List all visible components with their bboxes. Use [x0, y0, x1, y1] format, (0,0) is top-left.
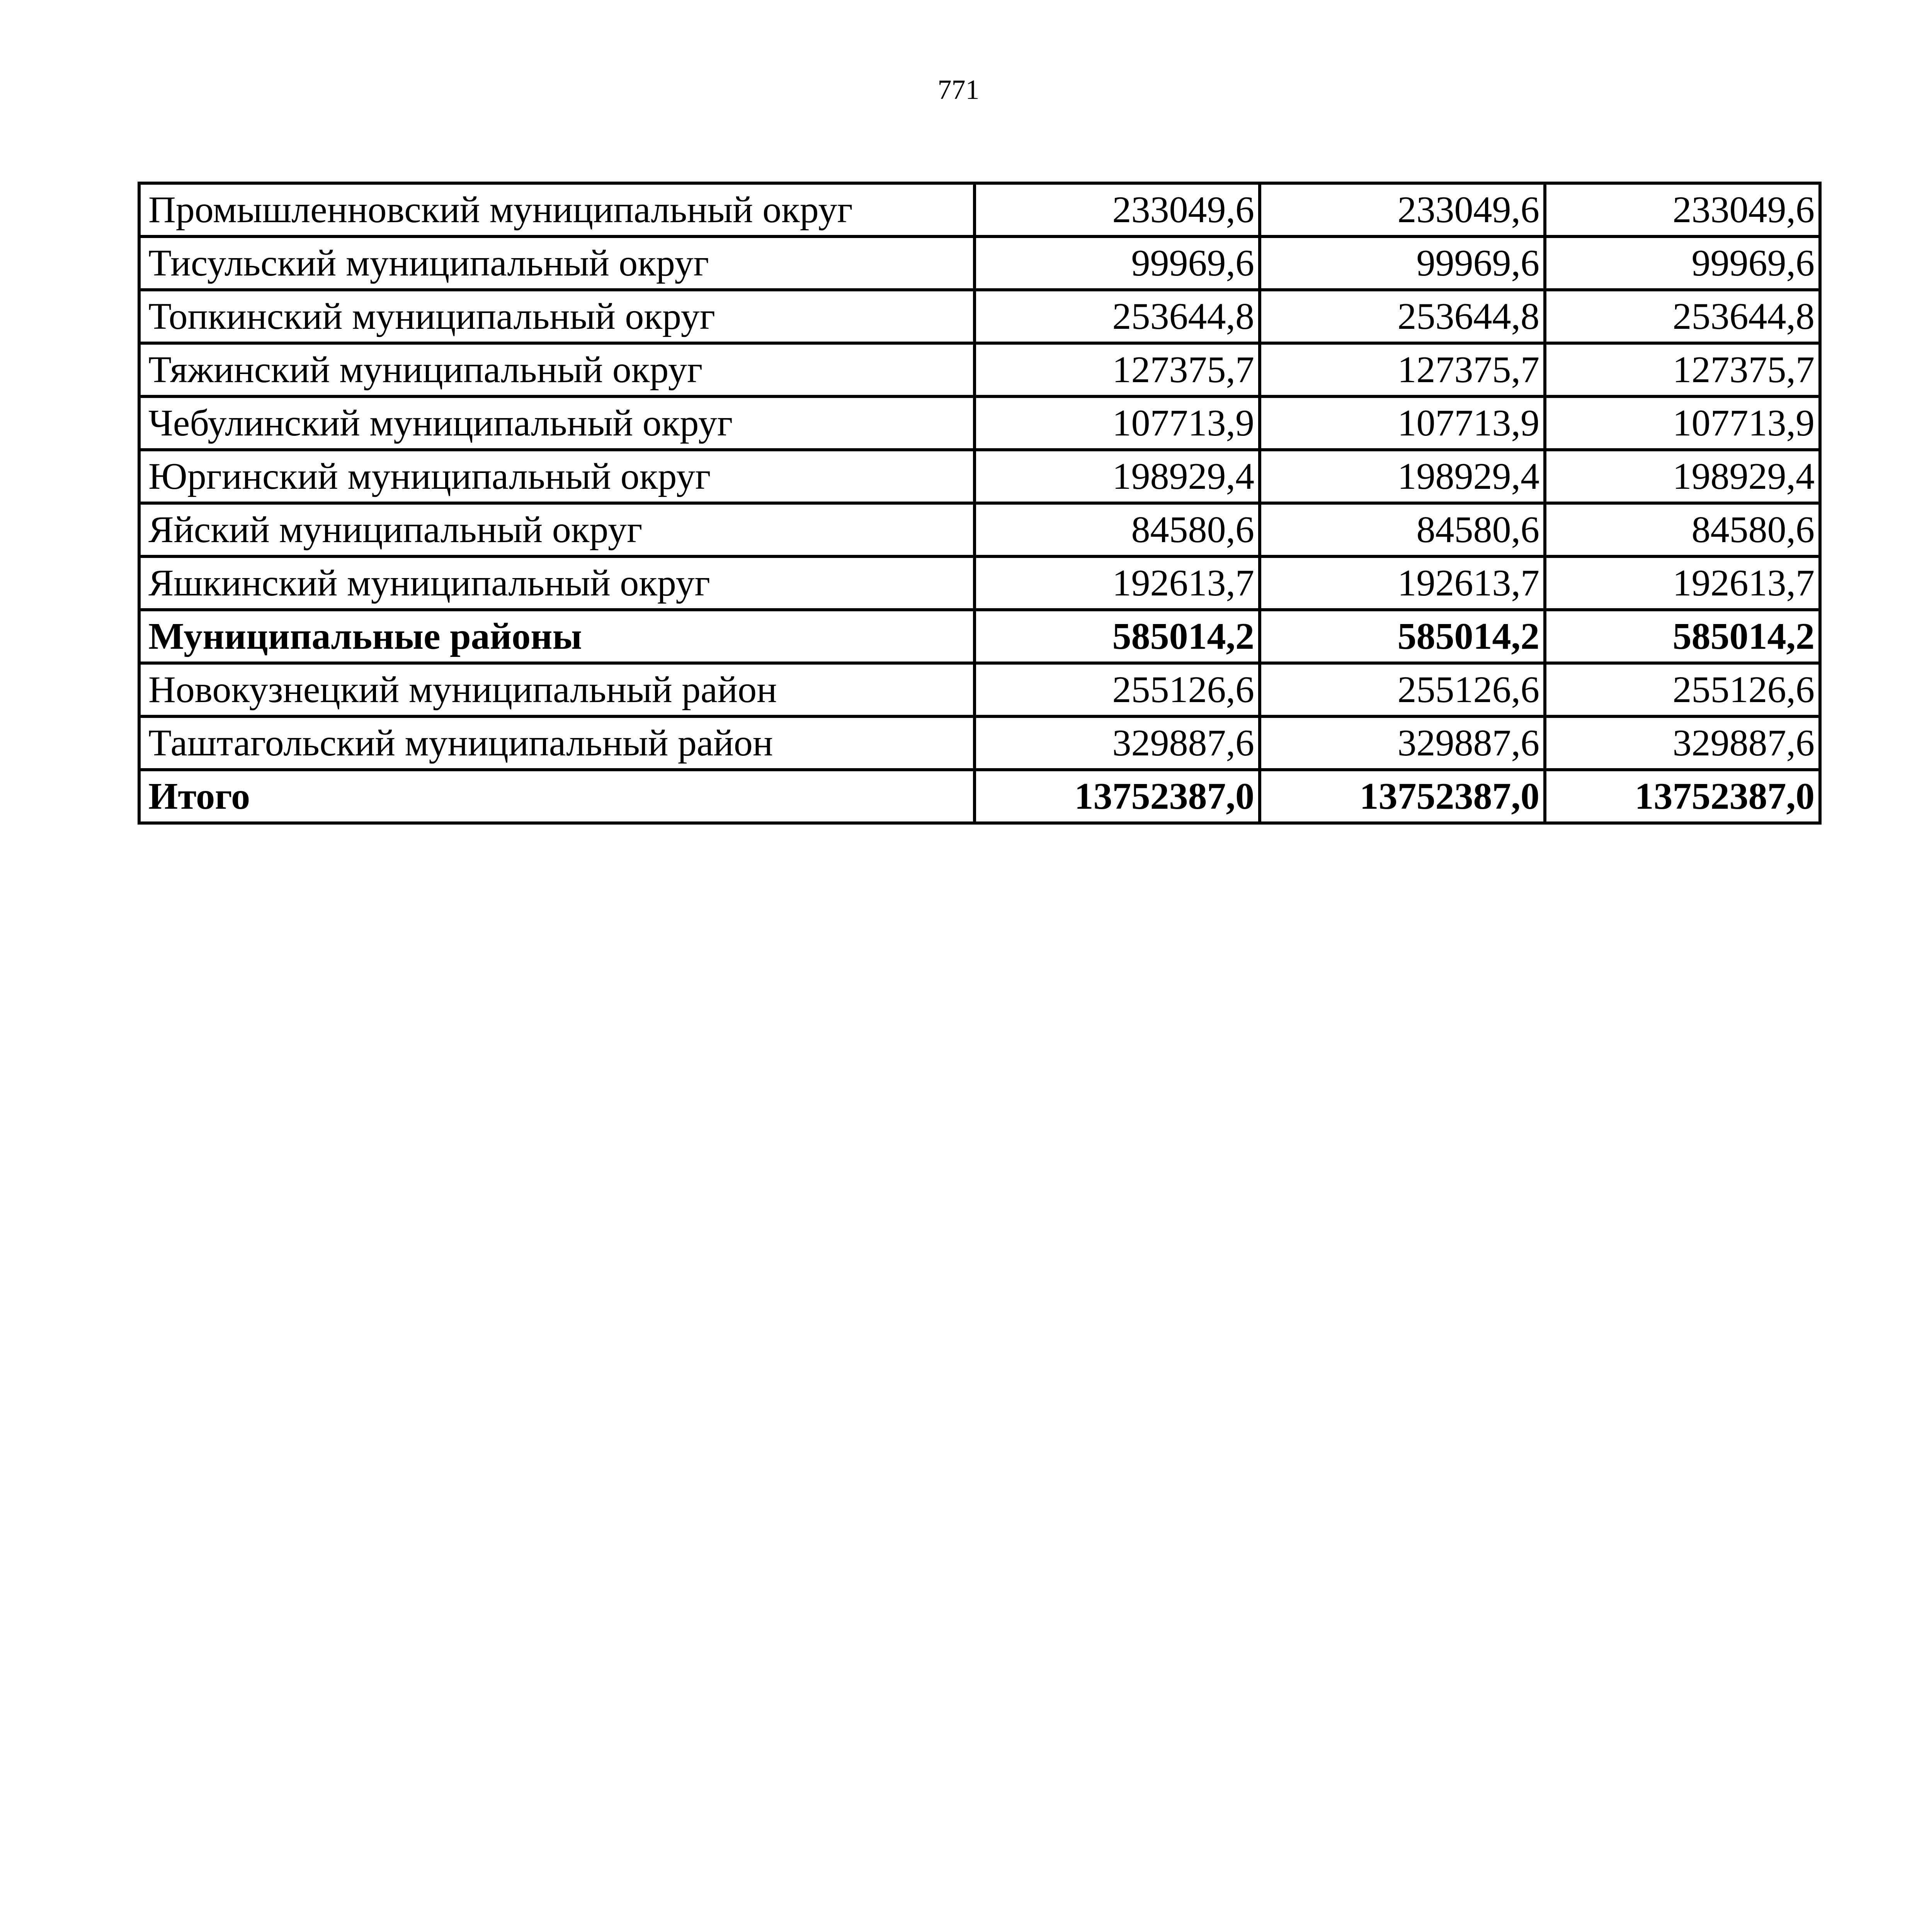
- table-row: [139, 450, 1820, 503]
- value-cell-1: 84580,6: [975, 503, 1260, 556]
- municipality-name-cell: Тисульский муниципальный округ: [139, 236, 975, 290]
- municipality-name-cell: Яшкинский муниципальный округ: [139, 556, 975, 610]
- value-cell-3: 107713,9: [1545, 396, 1820, 450]
- value-cell-3: 585014,2: [1545, 610, 1820, 663]
- value-cell-1: 13752387,0: [975, 770, 1260, 823]
- municipality-name-cell: Таштагольский муниципальный район: [139, 716, 975, 770]
- value-cell-1: 99969,6: [975, 236, 1260, 290]
- value-cell-2: 99969,6: [1260, 236, 1545, 290]
- municipality-name-cell: Новокузнецкий муниципальный район: [139, 663, 975, 716]
- table-row: [139, 236, 1820, 290]
- municipality-name-cell: Топкинский муниципальный округ: [139, 290, 975, 343]
- value-cell-3: 127375,7: [1545, 343, 1820, 396]
- value-cell-1: 253644,8: [975, 290, 1260, 343]
- table-row: [139, 716, 1820, 770]
- value-cell-2: 192613,7: [1260, 556, 1545, 610]
- value-cell-1: 255126,6: [975, 663, 1260, 716]
- value-cell-1: 585014,2: [975, 610, 1260, 663]
- municipality-name-cell: Муниципальные районы: [139, 610, 975, 663]
- value-cell-2: 233049,6: [1260, 183, 1545, 236]
- value-cell-3: 13752387,0: [1545, 770, 1820, 823]
- table-row: [139, 663, 1820, 716]
- value-cell-1: 127375,7: [975, 343, 1260, 396]
- municipality-name-cell: Яйский муниципальный округ: [139, 503, 975, 556]
- table-row: [139, 503, 1820, 556]
- value-cell-3: 233049,6: [1545, 183, 1820, 236]
- value-cell-3: 198929,4: [1545, 450, 1820, 503]
- table-row-subtotal: [139, 770, 1820, 823]
- value-cell-2: 127375,7: [1260, 343, 1545, 396]
- value-cell-2: 84580,6: [1260, 503, 1545, 556]
- value-cell-3: 329887,6: [1545, 716, 1820, 770]
- value-cell-1: 329887,6: [975, 716, 1260, 770]
- municipality-name-cell: Промышленновский муниципальный округ: [139, 183, 975, 236]
- value-cell-1: 107713,9: [975, 396, 1260, 450]
- budget-table: [138, 182, 1822, 825]
- value-cell-1: 233049,6: [975, 183, 1260, 236]
- table-row: [139, 556, 1820, 610]
- value-cell-2: 107713,9: [1260, 396, 1545, 450]
- value-cell-1: 192613,7: [975, 556, 1260, 610]
- value-cell-2: 255126,6: [1260, 663, 1545, 716]
- table-row: [139, 396, 1820, 450]
- table-row-subtotal: [139, 610, 1820, 663]
- municipality-name-cell: Тяжинский муниципальный округ: [139, 343, 975, 396]
- value-cell-2: 253644,8: [1260, 290, 1545, 343]
- table-body: [139, 183, 1820, 823]
- municipality-name-cell: Чебулинский муниципальный округ: [139, 396, 975, 450]
- municipality-name-cell: Итого: [139, 770, 975, 823]
- table-row: [139, 183, 1820, 236]
- value-cell-2: 198929,4: [1260, 450, 1545, 503]
- table-row: [139, 343, 1820, 396]
- value-cell-3: 84580,6: [1545, 503, 1820, 556]
- value-cell-2: 13752387,0: [1260, 770, 1545, 823]
- value-cell-1: 198929,4: [975, 450, 1260, 503]
- value-cell-3: 255126,6: [1545, 663, 1820, 716]
- value-cell-2: 329887,6: [1260, 716, 1545, 770]
- value-cell-3: 192613,7: [1545, 556, 1820, 610]
- page-number: 771: [937, 74, 980, 105]
- value-cell-2: 585014,2: [1260, 610, 1545, 663]
- value-cell-3: 99969,6: [1545, 236, 1820, 290]
- table-row: [139, 290, 1820, 343]
- value-cell-3: 253644,8: [1545, 290, 1820, 343]
- municipality-name-cell: Юргинский муниципальный округ: [139, 450, 975, 503]
